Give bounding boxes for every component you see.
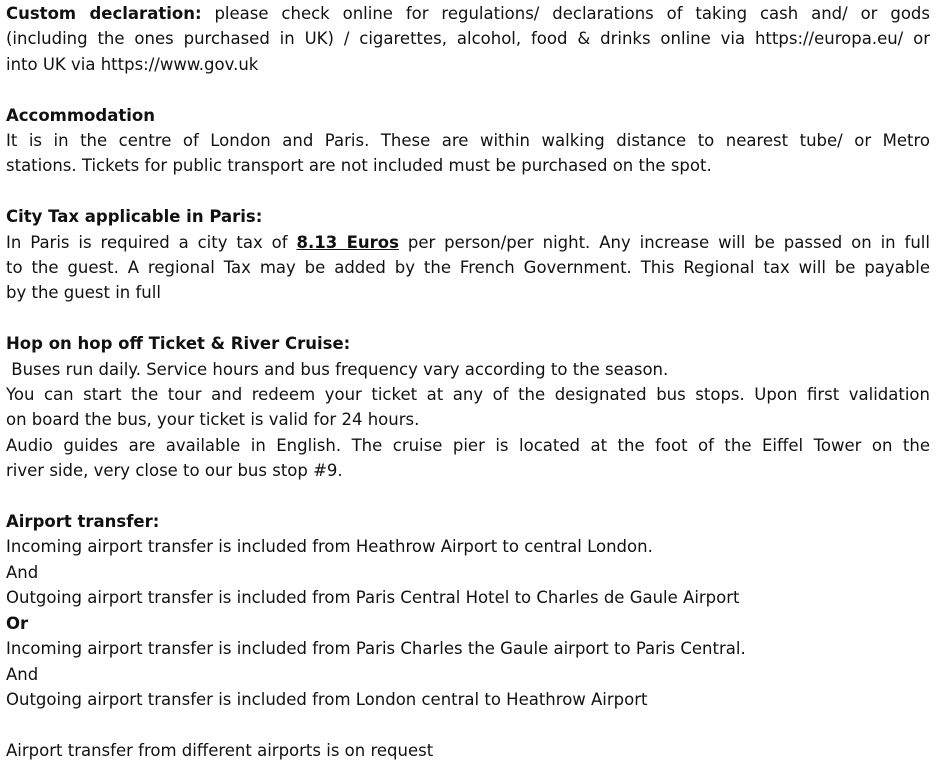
document-body [6,1,930,763]
hop-on-hop-off-heading: Hop on hop off Ticket & River Cruise: [6,334,351,354]
airport-transfer-line-1: Incoming airport transfer is included from Heathrow Airport to central London. [6,537,653,557]
custom-declaration-text: please check online for regulations/ declarations of taking cash and/ or gods [201,4,930,23]
airport-transfer-line-8: Airport transfer from different airports is on request [6,740,434,760]
accommodation-line-2: stations. Tickets for public transport are not included must be purchased on the spot. [6,156,712,176]
airport-transfer-line-5: Incoming airport transfer is included from Paris Charles the Gaule airport to Paris Central. [6,639,746,659]
accommodation-heading: Accommodation [6,105,155,125]
accommodation-line-1: It is in the centre of London and Paris. These are within walking distance to nearest tube/ or Metro [6,131,930,151]
custom-declaration-line-3: into UK via https://www.gov.uk [6,54,259,74]
city-tax-text-post: per person/per night. Any increase will be passed on in full [398,232,930,252]
airport-transfer-line-2: And [6,562,39,582]
spacer [6,306,930,331]
city-tax-line-1 [6,230,930,255]
spacer [6,179,930,204]
accommodation-section [6,103,930,179]
city-tax-line-2: to the guest. A regional Tax may be added by the French Government. This Regional tax will be payable [6,258,930,278]
spacer [6,77,930,102]
hop-on-hop-off-line-2: You can start the tour and redeem your ticket at any of the designated bus stops. Upon first validation [6,385,930,405]
hop-on-hop-off-line-3: on board the bus, your ticket is valid for 24 hours. [6,410,420,430]
airport-transfer-line-6: And [6,664,39,684]
airport-transfer-heading: Airport transfer: [6,512,160,532]
custom-declaration-line-1 [6,1,930,26]
custom-declaration-line-2: (including the ones purchased in UK) / cigarettes, alcohol, food & drinks online via https://europa.eu/ or [6,29,930,49]
airport-transfer-section [6,509,930,763]
airport-transfer-line-7: Outgoing airport transfer is included from London central to Heathrow Airport [6,689,648,709]
spacer [6,484,930,509]
airport-transfer-line-3: Outgoing airport transfer is included from Paris Central Hotel to Charles de Gaule Airport [6,588,740,608]
hop-on-hop-off-line-5: river side, very close to our bus stop #9. [6,461,343,481]
hop-on-hop-off-section [6,331,930,483]
city-tax-line-3: by the guest in full [6,283,161,303]
airport-transfer-line-4: Or [6,613,29,633]
city-tax-heading: City Tax applicable in Paris: [6,207,263,227]
city-tax-text-pre: In Paris is required a city tax of [6,232,297,252]
hop-on-hop-off-line-4: Audio guides are available in English. The cruise pier is located at the foot of the Eiffel Tower on the [6,435,930,455]
custom-declaration-heading: Custom declaration: [6,4,202,23]
city-tax-section [6,204,930,306]
city-tax-amount: 8.13 Euros [296,232,399,252]
hop-on-hop-off-line-1: Buses run daily. Service hours and bus frequency vary according to the season. [6,359,669,379]
custom-declaration-section [6,1,930,77]
spacer [6,712,930,737]
